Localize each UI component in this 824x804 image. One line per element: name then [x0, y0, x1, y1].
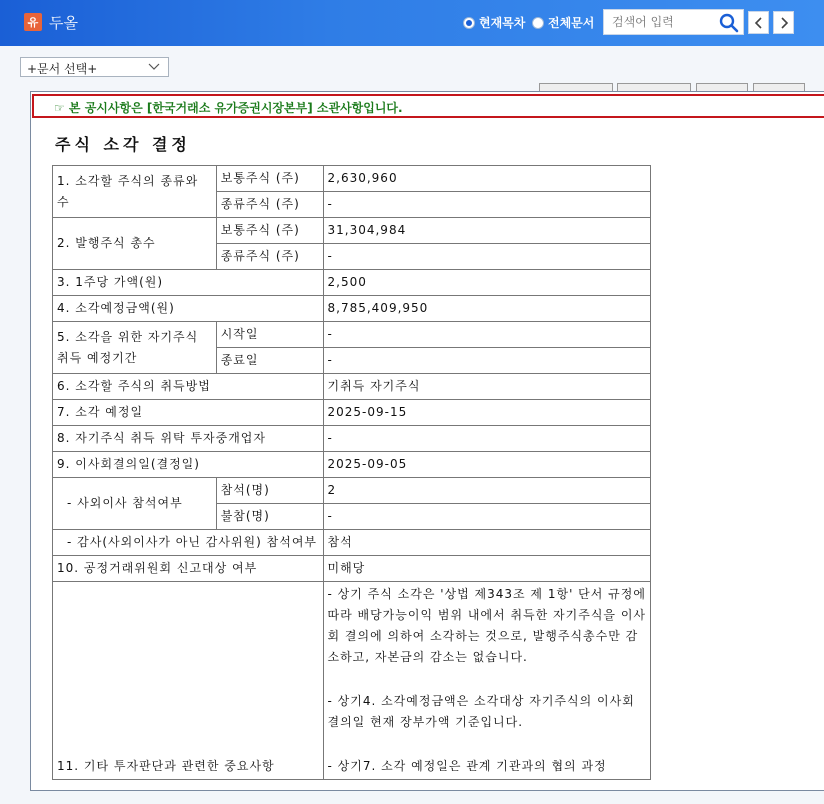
radio-unselected-icon[interactable]	[532, 17, 544, 29]
table-row	[53, 582, 651, 780]
table-row	[53, 478, 651, 504]
table-cell: 참석(명)	[216, 478, 323, 504]
table-cell: -	[323, 348, 651, 374]
table-cell: -	[323, 192, 651, 218]
table-cell: 3. 1주당 가액(원)	[53, 270, 324, 296]
table-cell: 4. 소각예정금액(원)	[53, 296, 324, 322]
table-cell: 미해당	[323, 556, 651, 582]
table-cell: 기취득 자기주식	[323, 374, 651, 400]
search-icon[interactable]	[719, 13, 739, 33]
table-cell: 10. 공정거래위원회 신고대상 여부	[53, 556, 324, 582]
remarks-paragraph: - 상기4. 소각예정금액은 소각대상 자기주식의 이사회 결의일 현재 장부가액 기준입니다.	[327, 694, 635, 729]
document-viewer[interactable]	[30, 91, 824, 791]
table-cell: 보통주식 (주)	[216, 218, 323, 244]
table-cell: 31,304,984	[323, 218, 651, 244]
radio-current-toc[interactable]	[463, 14, 525, 31]
table-cell: 9. 이사회결의일(결정일)	[53, 452, 324, 478]
remarks-paragraph: - 상기7. 소각 예정일은 관계 기관과의 협의 과정	[327, 759, 607, 773]
table-cell: 2025-09-15	[323, 400, 651, 426]
table-cell: 참석	[323, 530, 651, 556]
table-cell: -	[323, 322, 651, 348]
table-cell: 2,500	[323, 270, 651, 296]
table-cell: - 감사(사외이사가 아닌 감사위원) 참석여부	[53, 530, 324, 556]
table-cell: 불참(명)	[216, 504, 323, 530]
table-cell: - 사외이사 참석여부	[53, 478, 217, 530]
document-select-value: +문서 선택+	[27, 62, 98, 76]
table-row	[53, 452, 651, 478]
table-cell: 6. 소각할 주식의 취득방법	[53, 374, 324, 400]
table-cell: 종류주식 (주)	[216, 192, 323, 218]
table-cell: 보통주식 (주)	[216, 166, 323, 192]
table-cell: 2	[323, 478, 651, 504]
table-cell: 1. 소각할 주식의 종류와 수	[53, 166, 217, 218]
page-title: 주식 소각 결정	[55, 135, 191, 154]
table-row	[53, 296, 651, 322]
disclosure-table	[52, 165, 651, 780]
table-cell: 11. 기타 투자판단과 관련한 중요사항	[53, 582, 324, 780]
table-row	[53, 556, 651, 582]
table-cell: 2,630,960	[323, 166, 651, 192]
table-row	[53, 322, 651, 348]
radio-current-label: 현재목차	[479, 16, 526, 30]
table-cell: 8. 자기주식 취득 위탁 투자중개업자	[53, 426, 324, 452]
next-button[interactable]	[773, 11, 794, 34]
table-cell: -	[323, 426, 651, 452]
app-logo-icon: 유	[24, 13, 42, 31]
app-title: 두올	[49, 14, 78, 32]
radio-selected-icon[interactable]	[463, 17, 475, 29]
chevron-down-icon	[148, 60, 160, 72]
table-cell: 7. 소각 예정일	[53, 400, 324, 426]
remarks-paragraph: - 상기 주식 소각은 '상법 제343조 제 1항' 단서 규정에 따라 배당가능이익 범위 내에서 취득한 자기주식을 이사회 결의에 의하여 소각하는 것으로, 발행주식총수만 감소하고, 자본금의 감소는 없습니다.	[327, 587, 647, 664]
table-cell: 종료일	[216, 348, 323, 374]
table-cell: 종류주식 (주)	[216, 244, 323, 270]
table-row	[53, 218, 651, 244]
radio-all-label: 전체문서	[548, 16, 595, 30]
table-row	[53, 530, 651, 556]
table-row	[53, 400, 651, 426]
table-cell: 2. 발행주식 총수	[53, 218, 217, 270]
table-cell: 5. 소각을 위한 자기주식 취득 예정기간	[53, 322, 217, 374]
table-row	[53, 270, 651, 296]
table-row	[53, 426, 651, 452]
table-cell: 시작일	[216, 322, 323, 348]
table-cell: 2025-09-05	[323, 452, 651, 478]
table-cell: 8,785,409,950	[323, 296, 651, 322]
remarks-cell	[323, 582, 651, 780]
search-box	[603, 9, 744, 35]
search-input[interactable]	[612, 15, 722, 29]
table-row	[53, 166, 651, 192]
document-select[interactable]	[20, 57, 169, 77]
table-cell: -	[323, 504, 651, 530]
table-cell: -	[323, 244, 651, 270]
radio-full-document[interactable]	[532, 14, 594, 31]
chevron-right-icon	[779, 17, 789, 29]
jurisdiction-notice: ☞ 본 공시사항은 [한국거래소 유가증권시장본부] 소관사항입니다.	[32, 94, 824, 118]
chevron-left-icon	[754, 17, 764, 29]
top-bar	[0, 0, 824, 46]
table-row	[53, 374, 651, 400]
prev-button[interactable]	[748, 11, 769, 34]
